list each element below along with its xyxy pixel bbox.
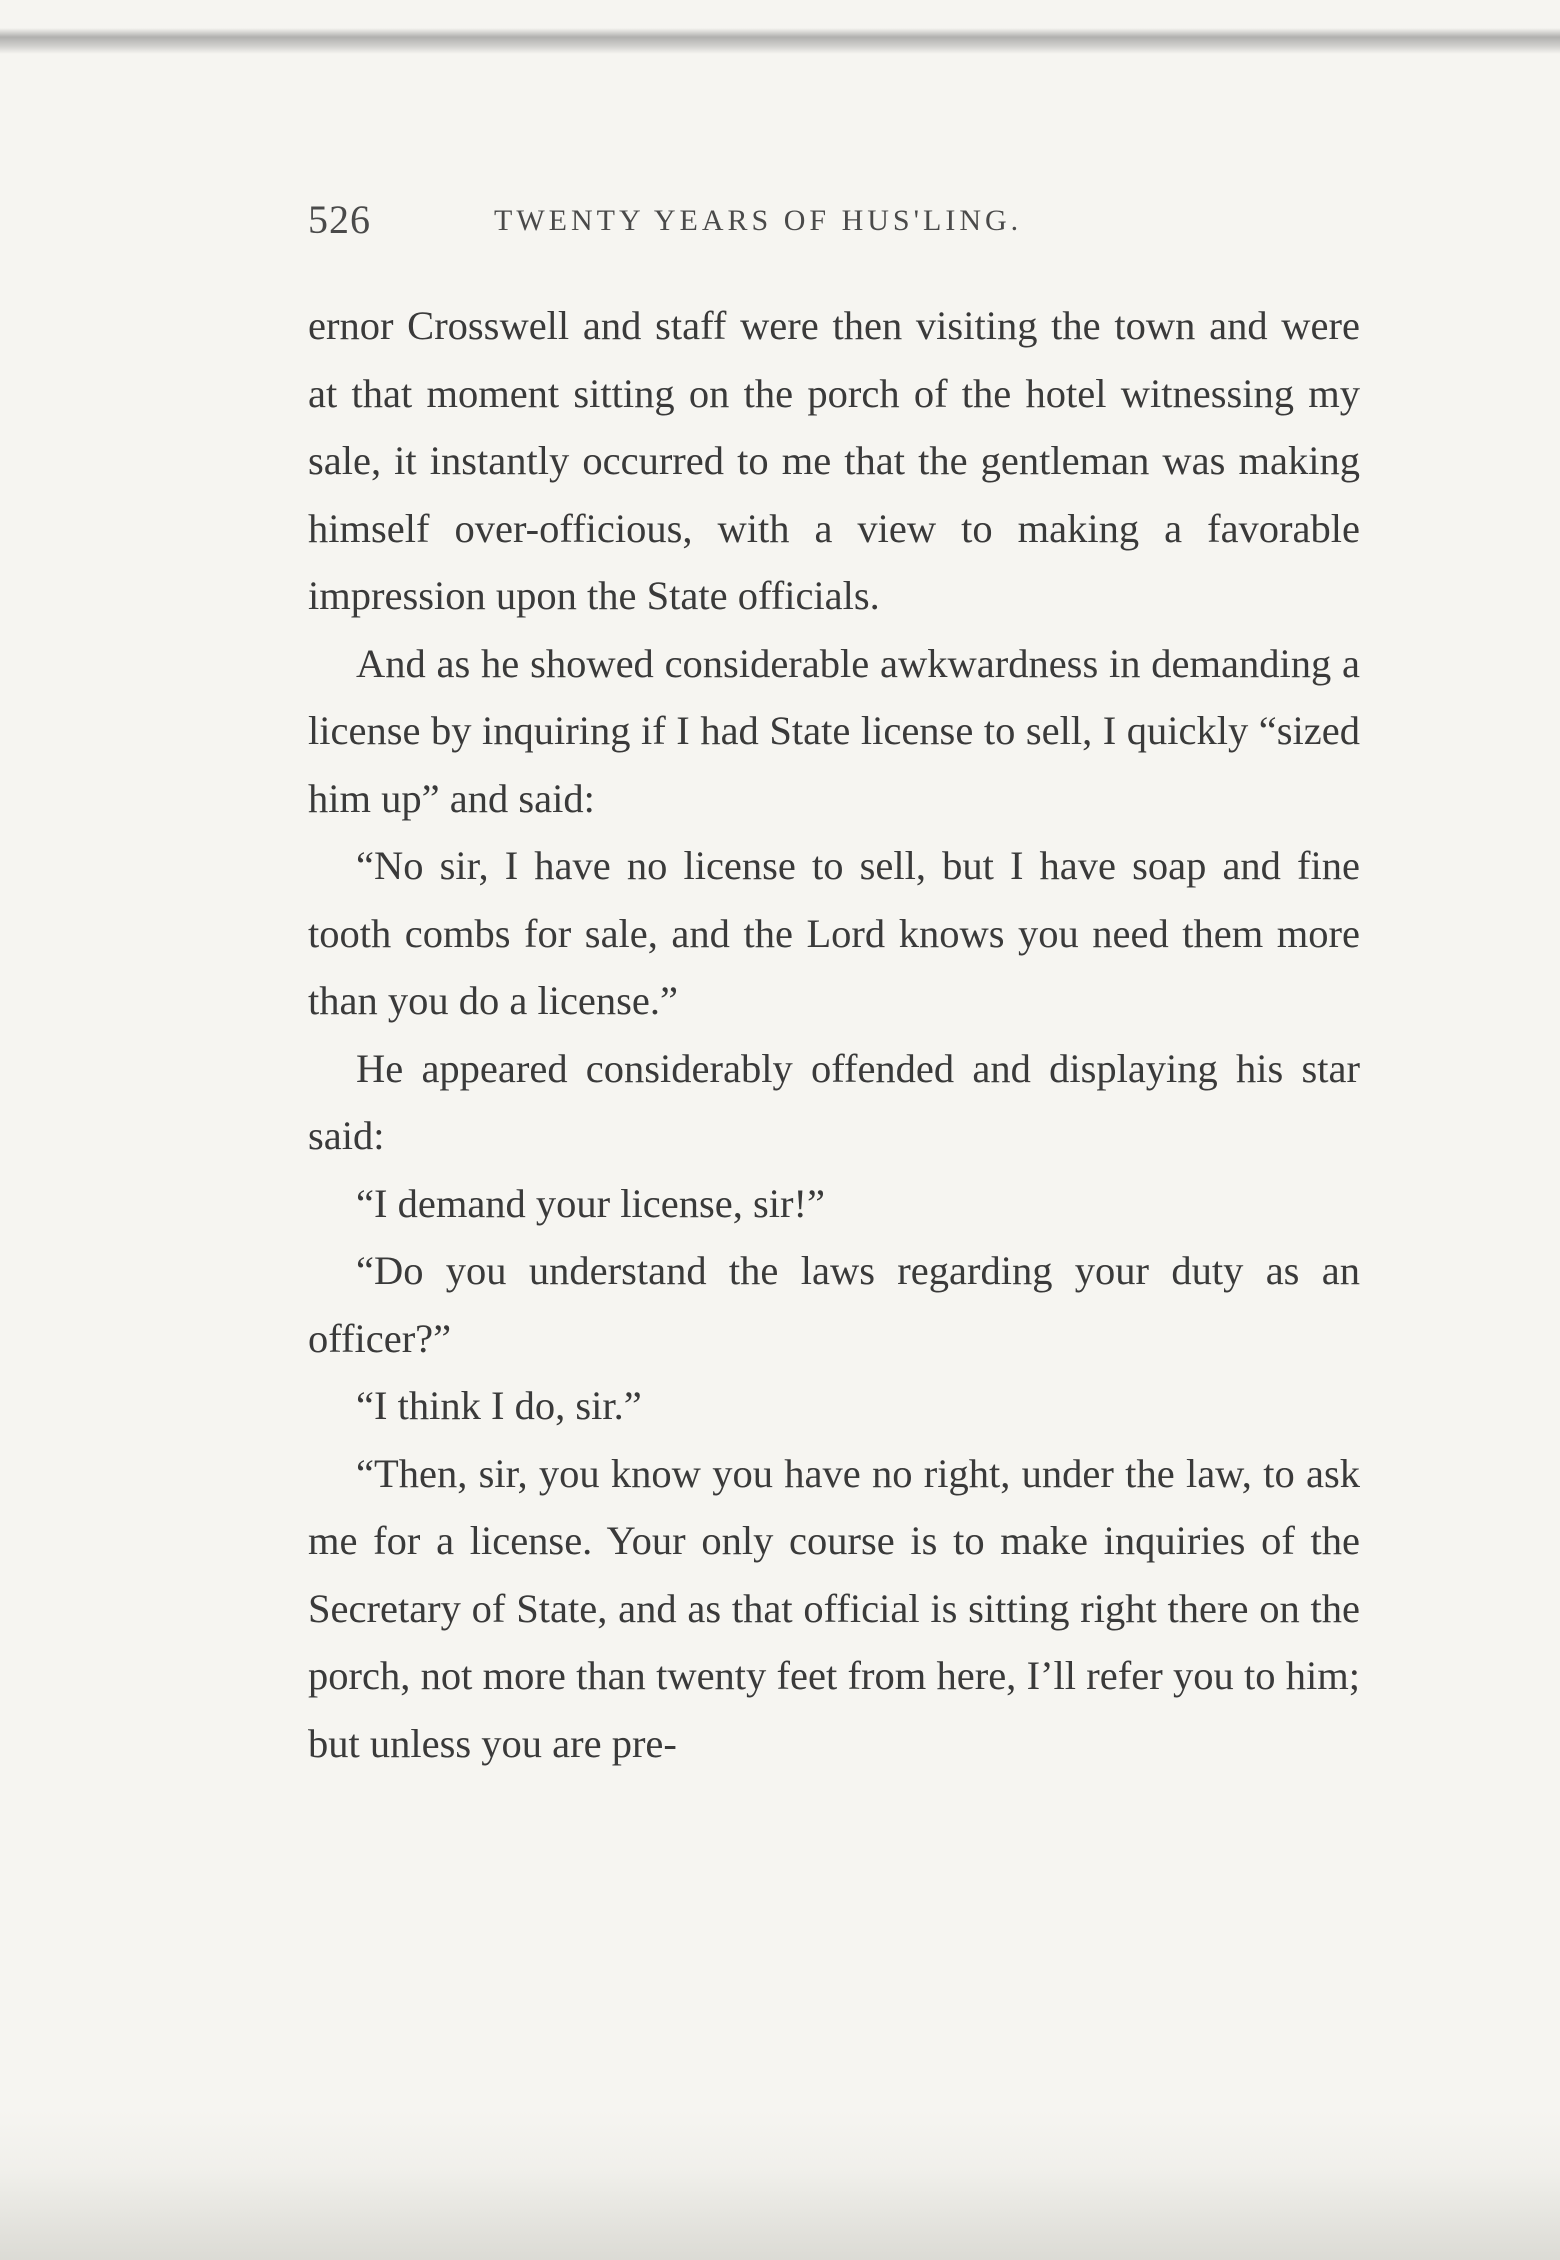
page-number: 526 (308, 197, 371, 242)
body-text (308, 292, 1360, 1777)
paragraph-6: “Do you understand the laws regarding your duty as an officer?” (308, 1248, 1360, 1361)
paragraph-3: “No sir, I have no license to sell, but I have soap and fine tooth combs for sale, and the Lord knows you need them more than you do a license.” (308, 843, 1360, 1023)
paragraph-4: He appeared considerably offended and displaying his star said: (308, 1045, 1360, 1158)
paragraph-2: And as he showed considerable awkwardness in demanding a license by inquiring if I had State license to sell, I quickly “sized him up” and said: (308, 640, 1360, 821)
scan-top-edge (0, 28, 1560, 54)
running-head (308, 196, 1358, 256)
paragraph-8: “Then, sir, you know you have no right, under the law, to ask me for a license. Your only course is to make inquiries of the Secretary of State, and as that official is sitting right there on the porch, not more than twenty feet from here, I’ll refer you to him; but unless you are pre- (308, 1450, 1360, 1766)
book-title: TWENTY YEARS OF HUS'LING. (494, 204, 1023, 237)
paragraph-5: “I demand your license, sir!” (356, 1180, 825, 1226)
paragraph-7: “I think I do, sir.” (356, 1383, 642, 1428)
scan-bottom-edge (0, 2110, 1560, 2260)
paragraph-1: ernor Crosswell and staff were then visiting the town and were at that moment sitting on the porch of the hotel witnessing my sale, it instantly occurred to me that the gentleman was making himself over-officious, with a view to making a favorable impression upon the State officials. (308, 303, 1360, 618)
